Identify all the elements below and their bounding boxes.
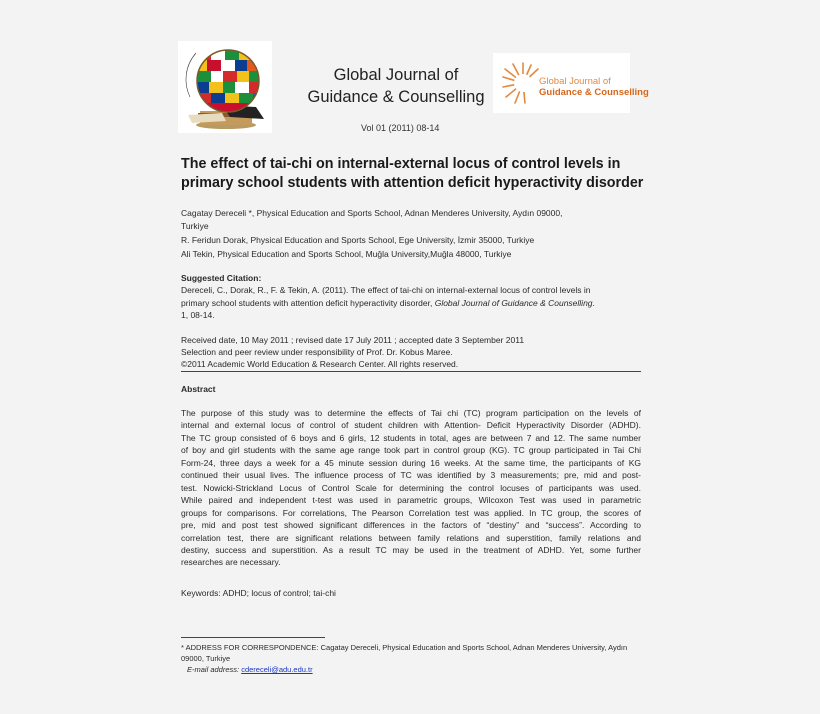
citation-line: Dereceli, C., Dorak, R., F. & Tekin, A. (2011). The effect of tai-chi on internal-external locus of control levels in	[181, 285, 591, 295]
citation-end: .	[592, 298, 595, 308]
email-link[interactable]: cdereceli@adu.edu.tr	[241, 665, 313, 674]
abstract-line: Form-24, three days a week for a 45 minute session during 16 weeks. At the same time, the participants of KG	[181, 457, 641, 468]
citation-line	[181, 297, 595, 310]
abstract-line: The TC group consisted of 6 boys and 6 girls, 12 students in total, ages are between 7 and 12. The same number	[181, 432, 641, 443]
abstract-line: of boy and girl students with the same age range took part in control group (KG). TC group participated in Tai Chi	[181, 445, 641, 456]
citation-text: primary school students with attention deficit hyperactivity disorder,	[181, 298, 435, 308]
volume-info: Vol 01 (2011) 08-14	[361, 123, 440, 133]
footnote-line: * ADDRESS FOR CORRESPONDENCE: Cagatay Dereceli, Physical Education and Sports School, Adnan Menderes University, Aydın	[181, 643, 628, 652]
dates-line: Received date, 10 May 2011 ; revised date 17 July 2011 ; accepted date 3 September 2011	[181, 335, 525, 345]
abstract-line: test. Nowicki-Strickland Locus of Control Scale for determining the control locuses of participants was used.	[181, 482, 641, 493]
abstract-body	[181, 407, 641, 569]
email-label: E-mail address:	[187, 665, 242, 674]
article-title-line2: primary school students with attention deficit hyperactivity disorder	[181, 175, 644, 191]
abstract-line: researches are necessary.	[181, 557, 281, 568]
journal-title	[296, 64, 496, 108]
abstract-line: correlation test, there are significant relations between family relations and superstition, family relations and	[181, 532, 641, 543]
keywords: Keywords: ADHD; locus of control; tai-chi	[181, 588, 336, 598]
abstract-line: destiny, success and superstition. As a result TC may be used in the treatment of ADHD. Yet, some further	[181, 544, 641, 555]
author-line: Turkiye	[181, 221, 209, 231]
citation-heading: Suggested Citation:	[181, 273, 262, 283]
abstract-line: pre, mid and post test showed significant differences in the factors of “destiny” and “success”. According to	[181, 520, 641, 531]
section-divider	[181, 371, 641, 372]
abstract-heading: Abstract	[181, 384, 216, 394]
article-title-line1: The effect of tai-chi on internal-external locus of control levels in	[181, 156, 621, 172]
citation-line: 1, 08-14.	[181, 310, 215, 320]
journal-title-line1: Global Journal of	[333, 66, 459, 84]
footnote-divider	[181, 637, 325, 638]
academic-world-globe-logo	[178, 41, 272, 133]
abstract-line: internal and external locus of control of student children with Attention- Deficit Hyperactivity Disorder (ADHD).	[181, 420, 641, 431]
author-line: Ali Tekin, Physical Education and Sports School, Muğla University,Muğla 48000, Turkiye	[181, 249, 512, 259]
dates-line: ©2011 Academic World Education & Research Center. All rights reserved.	[181, 359, 459, 369]
logo-text-line1: Global Journal of	[539, 76, 611, 87]
citation-journal: Global Journal of Guidance & Counselling	[434, 298, 593, 308]
abstract-line: continued their usual lives. The influence process of TC was identified by 3 measurements; pre, mid and post-	[181, 470, 641, 481]
abstract-line: groups for comparisons. For correlations, The Pearson Correlation test was applied. In TC group, the scores of	[181, 507, 641, 518]
logo-text-line2: Guidance & Counselling	[539, 87, 649, 98]
author-line: Cagatay Dereceli *, Physical Education and Sports School, Adnan Menderes University, Aydın 09000,	[181, 208, 563, 218]
abstract-line: While paired and independent t-test was used in parametric groups, Wilcoxon Test was used in parametric	[181, 495, 641, 506]
footnote-line: 09000, Turkiye	[181, 654, 231, 663]
author-line: R. Feridun Dorak, Physical Education and Sports School, Ege University, İzmir 35000, Turkiye	[181, 235, 535, 245]
article-title	[181, 155, 651, 193]
footnote-email-line	[187, 665, 313, 676]
journal-title-line2: Guidance & Counselling	[307, 88, 485, 106]
journal-sunburst-logo	[493, 53, 649, 113]
dates-line: Selection and peer review under responsibility of Prof. Dr. Kobus Maree.	[181, 347, 453, 357]
abstract-line: The purpose of this study was to determine the effects of Tai chi (TC) program participation on the levels of	[181, 408, 641, 418]
